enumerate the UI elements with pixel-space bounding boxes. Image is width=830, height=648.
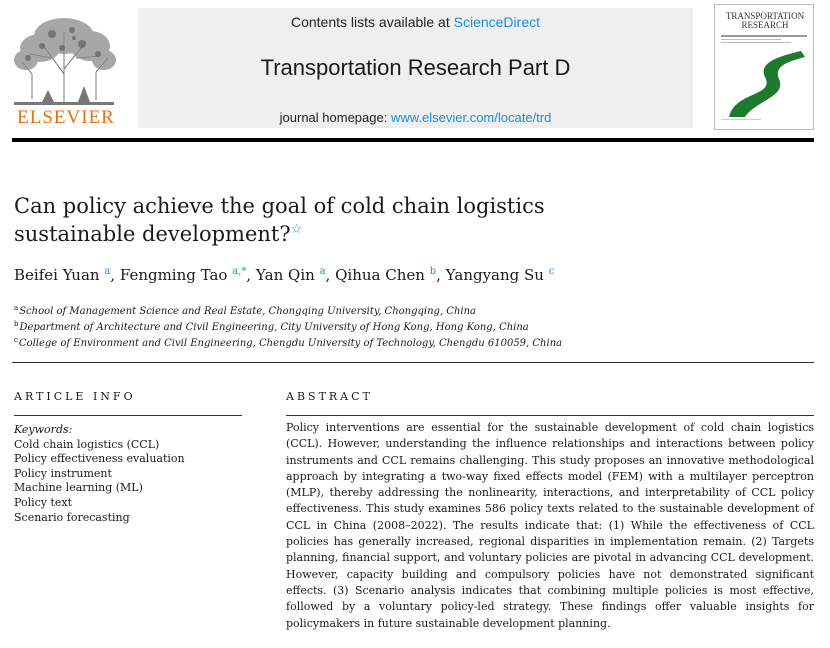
author-affiliation-marker[interactable]: a,*	[232, 266, 247, 277]
abstract-text: Policy interventions are essential for the sustainable development of cold chain logistics (CCL). However, understanding the influence relationships and interactions between policy instruments and CCL remains challenging. This study proposes an innovative methodological approach by integrating a two-way fixed effects model (FEM) with a multilayer perceptron (MLP), thereby addressing the nonlinearity, interactions, and interpretability of CCL policy effectiveness. This study examines 586 policy texts related to the sustainable development of CCL in China (2008–2022). The results indicate that: (1) While the effectiveness of CCL policies has generally increased, regional disparities in implementation remain. (2) Targets planning, financial support, and voluntary policies are pivotal in advancing CCL development. However, capacity building and compulsory policies have not demonstrated significant effects. (3) Scenario analysis indicates that combining multiple policies is most effective, followed by a voluntary policy-led strategy. These findings offer valuable insights for policymakers in future sustainable development planning.	[286, 421, 814, 630]
affiliation-item	[14, 304, 814, 320]
keyword-item: Scenario forecasting	[14, 510, 130, 524]
contents-prefix: Contents lists available at	[290, 14, 454, 30]
affiliation-key: c	[14, 335, 18, 344]
title-footnote-marker[interactable]: ☆	[290, 222, 303, 237]
author-separator: ,	[325, 266, 336, 284]
keywords-block	[14, 423, 254, 525]
abstract-heading: ABSTRACT	[286, 390, 373, 403]
author-affiliation-marker[interactable]: c	[548, 266, 555, 277]
author-name: Qihua Chen	[335, 266, 425, 284]
article-info-rule	[14, 415, 242, 416]
author-name: Fengming Tao	[119, 266, 228, 284]
affiliation-text: School of Management Science and Real Estate, Chongqing University, Chongqing, China	[19, 306, 476, 317]
article-title-text: Can policy achieve the goal of cold chain logistics sustainable development?	[14, 194, 545, 246]
affiliation-text: Department of Architecture and Civil Engineering, City University of Hong Kong, Hong Kong, China	[19, 322, 529, 333]
abstract-rule	[286, 415, 814, 416]
homepage-line	[138, 110, 693, 125]
article-info-heading: ARTICLE INFO	[14, 390, 136, 403]
author-name: Yan Qin	[255, 266, 315, 284]
journal-title: Transportation Research Part D	[260, 55, 571, 80]
author-affiliation-marker[interactable]: a	[319, 266, 326, 277]
sciencedirect-link[interactable]: ScienceDirect	[453, 14, 540, 30]
author-affiliation-marker[interactable]: b	[429, 266, 437, 277]
keyword-item: Policy effectiveness evaluation	[14, 452, 185, 466]
keyword-item: Policy text	[14, 495, 73, 509]
author-name: Beifei Yuan	[14, 266, 100, 284]
section-divider	[12, 362, 814, 363]
keywords-label: Keywords:	[14, 423, 73, 436]
affiliation-text: College of Environment and Civil Engineering, Chengdu University of Technology, Chengdu 610059, China	[18, 338, 563, 349]
author-name: Yangyang Su	[445, 266, 544, 284]
affiliation-key: a	[14, 303, 19, 312]
keyword-item: Machine learning (ML)	[14, 481, 143, 495]
contents-line	[138, 14, 693, 30]
author-separator: ,	[246, 266, 256, 284]
affiliation-list	[14, 304, 814, 352]
article-title	[14, 192, 654, 248]
keyword-item: Cold chain logistics (CCL)	[14, 437, 160, 451]
journal-homepage-link[interactable]: www.elsevier.com/locate/trd	[390, 110, 552, 125]
author-list	[14, 266, 814, 284]
author-separator: ,	[436, 266, 446, 284]
homepage-prefix: journal homepage:	[279, 110, 391, 125]
author-separator: ,	[110, 266, 120, 284]
cover-title: TRANSPORTATION RESEARCH	[725, 11, 805, 30]
affiliation-item	[14, 320, 814, 336]
affiliation-item	[14, 336, 814, 352]
header-divider	[12, 138, 814, 142]
keyword-item: Policy instrument	[14, 466, 112, 480]
elsevier-tree-logo	[12, 14, 116, 106]
author-affiliation-marker[interactable]: a	[104, 266, 111, 277]
publisher-logo-text: ELSEVIER	[17, 107, 115, 128]
affiliation-key: b	[14, 319, 19, 328]
